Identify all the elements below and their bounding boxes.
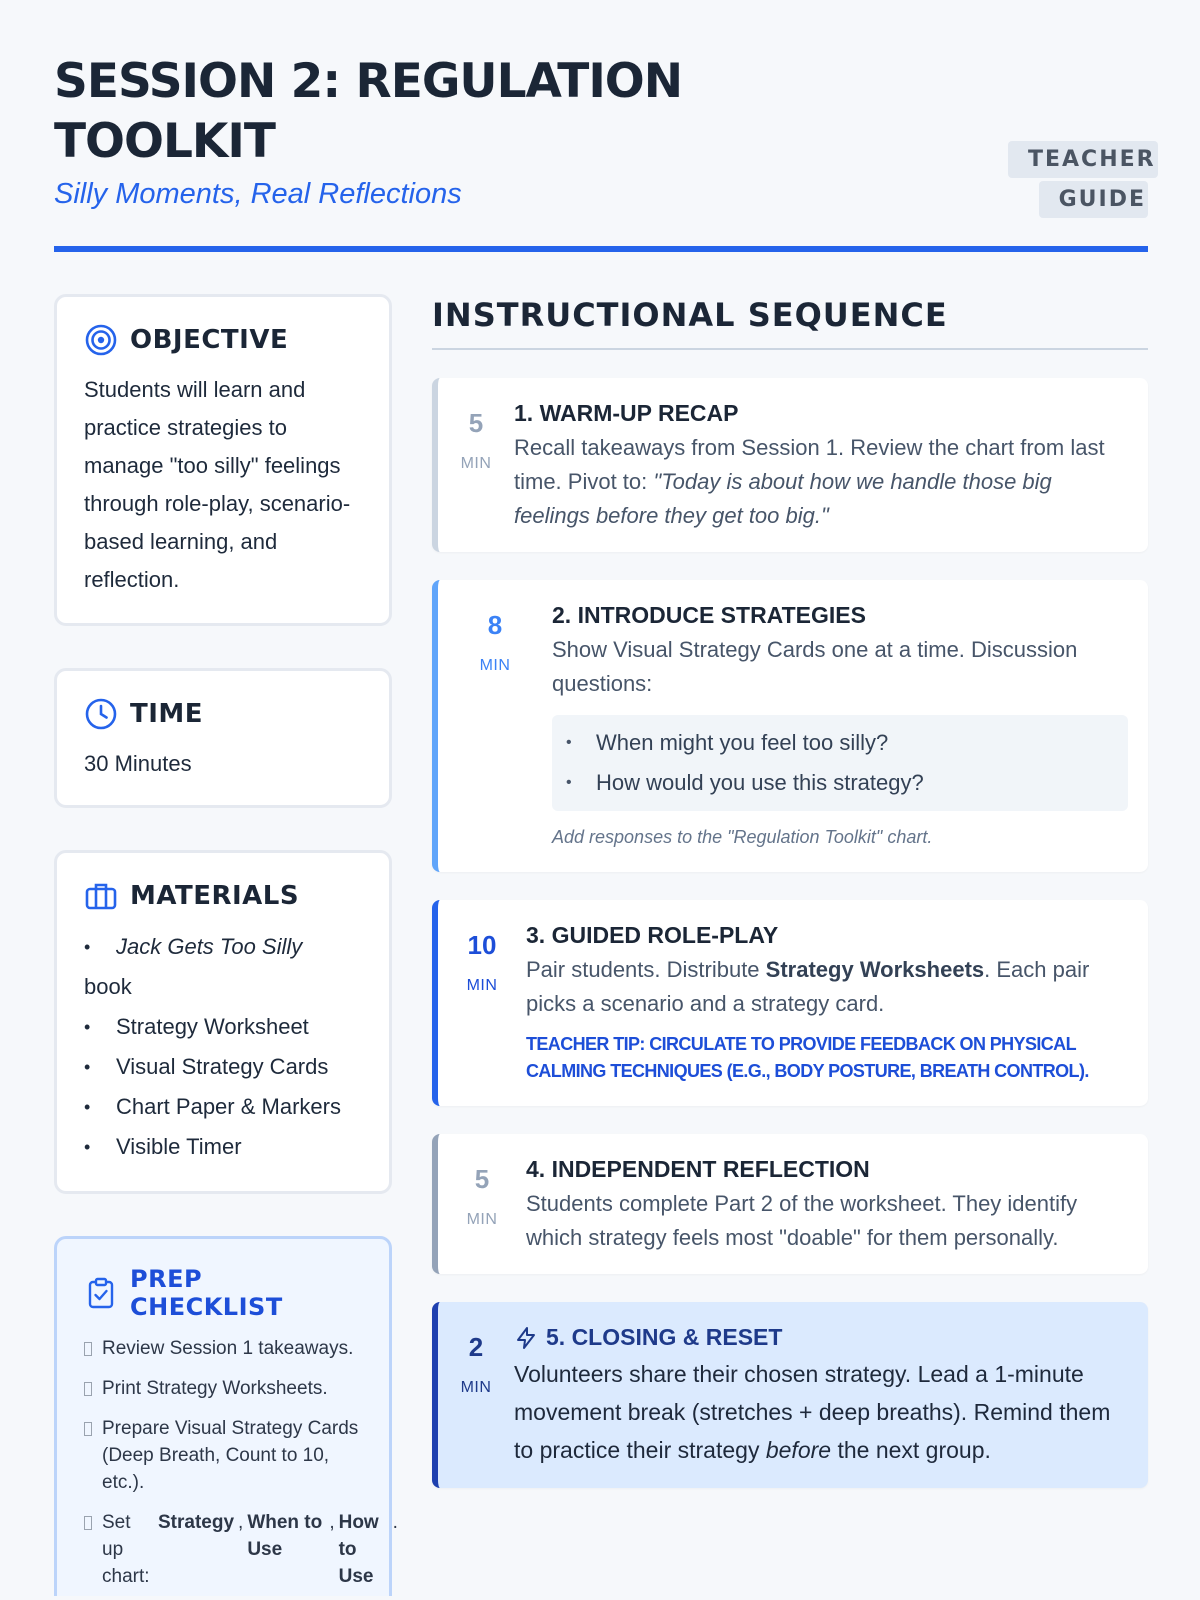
step-time	[438, 1134, 526, 1274]
list-item	[84, 927, 363, 1007]
materials-title: MATERIALS	[130, 881, 300, 911]
checklist-label: Prepare Visual Strategy Cards (Deep Breath, Count to 10, etc.).	[102, 1418, 359, 1493]
step-text	[514, 431, 1122, 533]
chart-setup-prefix: Set up chart:	[102, 1512, 150, 1587]
step-text	[514, 1355, 1122, 1469]
step-text: Show Visual Strategy Cards one at a time. Discussion questions:	[552, 637, 1078, 696]
clipboard-check-icon	[84, 1276, 118, 1310]
checklist-item[interactable]	[84, 1335, 363, 1362]
step-quote: "Today is about how we handle those big feelings before they get too big."	[514, 469, 1052, 528]
checkbox[interactable]	[84, 1422, 92, 1436]
checklist-label: Review Session 1 takeaways.	[102, 1338, 354, 1359]
step-bold: Strategy Worksheets	[765, 957, 985, 982]
page-subtitle: Silly Moments, Real Reflections	[54, 178, 462, 210]
prep-checklist-card	[54, 1236, 398, 1596]
step-time	[438, 378, 514, 552]
step-time	[438, 900, 526, 1106]
discussion-questions	[552, 715, 1128, 811]
prep-list	[84, 1335, 398, 1590]
step-minutes: 10	[467, 930, 497, 960]
step-body-end: the next group.	[831, 1437, 991, 1463]
step-minutes: 2	[468, 1332, 484, 1362]
step-closing-reset	[432, 1302, 1148, 1488]
checklist-item[interactable]	[84, 1509, 398, 1590]
checkbox[interactable]	[84, 1342, 92, 1356]
step-title: 3. GUIDED ROLE-PLAY	[526, 922, 779, 948]
step-body: Recall takeaways from Session 1. Review the chart from last time. Pivot to:	[514, 435, 1105, 494]
page-header	[54, 52, 1156, 252]
min-label: MIN	[466, 977, 498, 994]
header-divider	[54, 246, 1148, 252]
objective-text: Students will learn and practice strategies to manage "too silly" feelings through role-play, scenario-based learning, and reflection.	[84, 377, 351, 592]
list-item: • Visual Strategy Cards	[84, 1047, 363, 1087]
list-item: • How would you use this strategy?	[566, 763, 1108, 803]
time-text: 30 Minutes	[84, 751, 192, 776]
prep-title: PREP CHECKLIST	[130, 1265, 283, 1321]
checklist-label: Set up chart: Strategy , When to Use , How to Use .	[102, 1509, 398, 1590]
step-guided-role-play	[432, 900, 1148, 1106]
list-item: • When might you feel too silly?	[566, 723, 1108, 763]
materials-list	[84, 927, 363, 1167]
step-independent-reflection	[432, 1134, 1148, 1274]
step-minutes: 5	[468, 408, 484, 438]
objective-title: OBJECTIVE	[130, 325, 289, 355]
book-title: • Jack Gets Too Silly	[84, 934, 302, 959]
briefcase-icon	[84, 879, 118, 913]
book-suffix: book	[84, 974, 132, 999]
objective-card	[54, 294, 392, 626]
checklist-item[interactable]	[84, 1375, 363, 1402]
chart-col-when: When to Use	[247, 1512, 323, 1560]
step-minutes: 8	[487, 610, 503, 640]
step-note: Add responses to the "Regulation Toolkit" chart.	[552, 827, 933, 847]
step-minutes: 5	[474, 1164, 490, 1194]
step-text	[526, 953, 1122, 1021]
min-label: MIN	[460, 1379, 492, 1396]
min-label: MIN	[460, 455, 492, 472]
step-title: 4. INDEPENDENT REFLECTION	[526, 1156, 870, 1182]
checkbox[interactable]	[84, 1382, 92, 1396]
step-time	[438, 1302, 514, 1488]
min-label: MIN	[466, 1211, 498, 1228]
section-title: INSTRUCTIONAL SEQUENCE	[432, 296, 1148, 350]
time-title: TIME	[130, 699, 204, 729]
step-body-end: . Each pair picks a scenario and a strategy card.	[526, 957, 1090, 1016]
step-warm-up	[432, 378, 1148, 552]
instructional-sequence	[432, 296, 1148, 1516]
step-title	[514, 1324, 1122, 1351]
chart-col-strategy: Strategy	[158, 1512, 235, 1533]
min-label: MIN	[479, 657, 511, 674]
sidebar	[54, 294, 398, 1596]
list-item: • Visible Timer	[84, 1127, 363, 1167]
step-time	[438, 580, 552, 872]
list-item: • Chart Paper & Markers	[84, 1087, 363, 1127]
step-body: Volunteers share their chosen strategy. Lead a 1-minute movement break (stretches + deep breaths). Remind them to practice their strategy	[514, 1361, 1111, 1463]
step-title: 1. WARM-UP RECAP	[514, 400, 739, 426]
teacher-tip: TEACHER TIP: CIRCULATE TO PROVIDE FEEDBACK ON PHYSICAL CALMING TECHNIQUES (E.G., BODY POSTURE, BREATH CONTROL).	[526, 1034, 1089, 1081]
materials-card	[54, 850, 392, 1194]
badge-line-1: TEACHER	[1008, 141, 1158, 178]
checklist-label: Print Strategy Worksheets.	[102, 1378, 328, 1399]
step-body: Pair students. Distribute	[526, 957, 766, 982]
checkbox[interactable]	[84, 1516, 92, 1530]
badge-line-2: GUIDE	[1039, 181, 1148, 218]
step-introduce-strategies	[432, 580, 1148, 872]
clock-icon	[84, 697, 118, 731]
time-card	[54, 668, 392, 808]
list-item: • Strategy Worksheet	[84, 1007, 363, 1047]
checklist-item[interactable]	[84, 1415, 363, 1496]
chart-col-how: How to Use	[338, 1512, 379, 1587]
step-title: 2. INTRODUCE STRATEGIES	[552, 602, 866, 628]
page-title: SESSION 2: REGULATION TOOLKIT	[54, 54, 683, 169]
step-emphasis: before	[765, 1437, 832, 1463]
target-icon	[84, 323, 118, 357]
lightning-icon	[514, 1326, 538, 1350]
chart-setup-suffix: .	[392, 1512, 398, 1533]
teacher-guide-badge	[1008, 140, 1156, 220]
step-text: Students complete Part 2 of the worksheet. They identify which strategy feels most "doable" for them personally.	[526, 1191, 1078, 1250]
step-title-text: 5. CLOSING & RESET	[546, 1324, 783, 1350]
